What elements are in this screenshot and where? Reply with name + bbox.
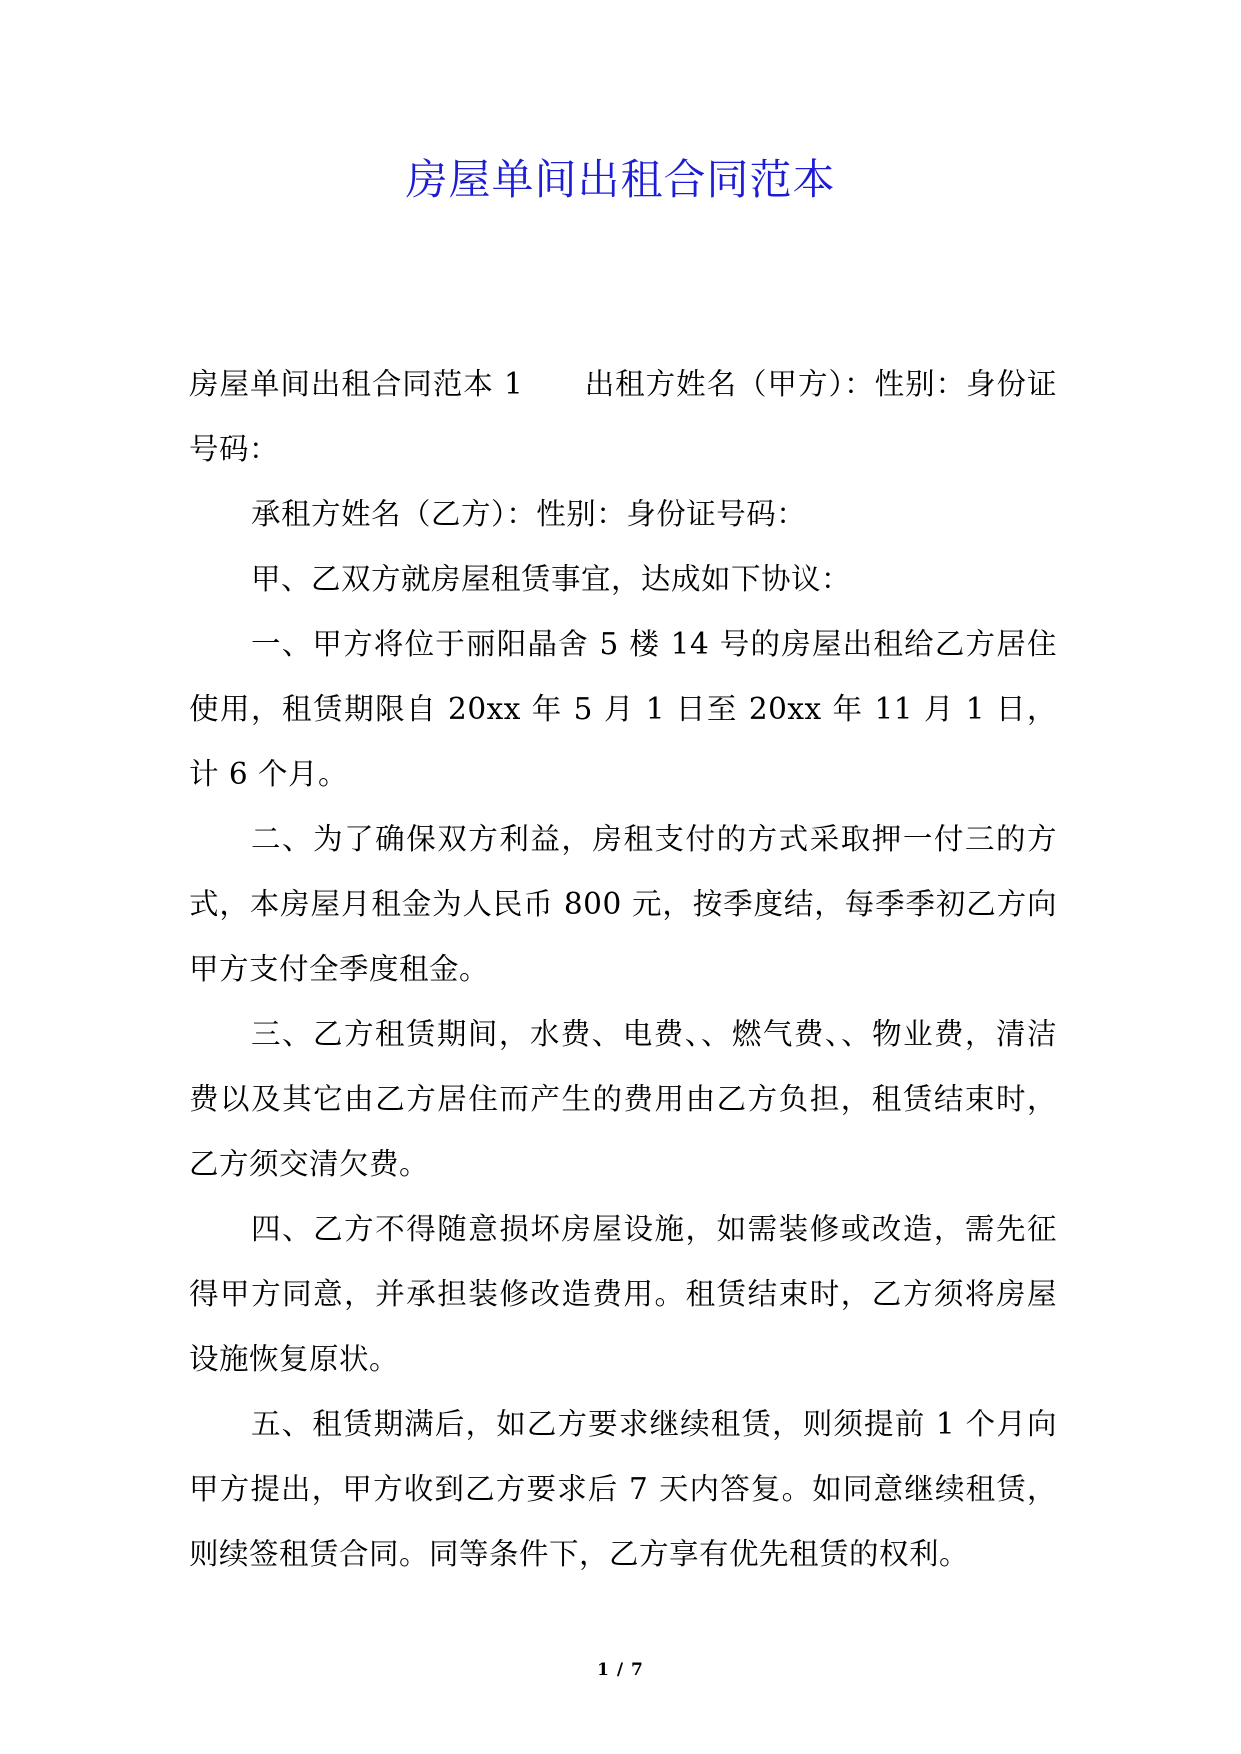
paragraph-clause-4: 四、乙方不得随意损坏房屋设施，如需装修或改造，需先征得甲方同意，并承担装修改造费用。租赁结束时，乙方须将房屋设施恢复原状。	[189, 1212, 1057, 1376]
paragraph-clause-2: 二、为了确保双方利益，房租支付的方式采取押一付三的方式，本房屋月租金为人民币 800 元，按季度结，每季季初乙方向甲方支付全季度租金。	[189, 822, 1057, 986]
document-title: 房屋单间出租合同范本	[405, 155, 836, 204]
document-body	[189, 352, 1057, 1587]
paragraph-tenant-info: 承租方姓名（乙方）：性别：身份证号码：	[251, 497, 807, 531]
page-number: 1 / 7	[597, 1660, 644, 1680]
paragraph-header: 房屋单间出租合同范本 1 出租方姓名（甲方）：性别：身份证号码：	[189, 367, 1057, 466]
paragraph-agreement-intro: 甲、乙双方就房屋租赁事宜，达成如下协议：	[251, 562, 852, 596]
paragraph-clause-5: 五、租赁期满后，如乙方要求继续租赁，则须提前 1 个月向甲方提出，甲方收到乙方要求后 7 天内答复。如同意继续租赁，则续签租赁合同。同等条件下，乙方享有优先租赁的权利。	[189, 1407, 1057, 1571]
paragraph-clause-3: 三、乙方租赁期间，水费、电费、、燃气费、、物业费，清洁费以及其它由乙方居住而产生的费用由乙方负担，租赁结束时，乙方须交清欠费。	[189, 1017, 1057, 1181]
paragraph-clause-1: 一、甲方将位于丽阳晶舍 5 楼 14 号的房屋出租给乙方居住使用，租赁期限自 20xx 年 5 月 1 日至 20xx 年 11 月 1 日，计 6 个月。	[189, 627, 1057, 791]
